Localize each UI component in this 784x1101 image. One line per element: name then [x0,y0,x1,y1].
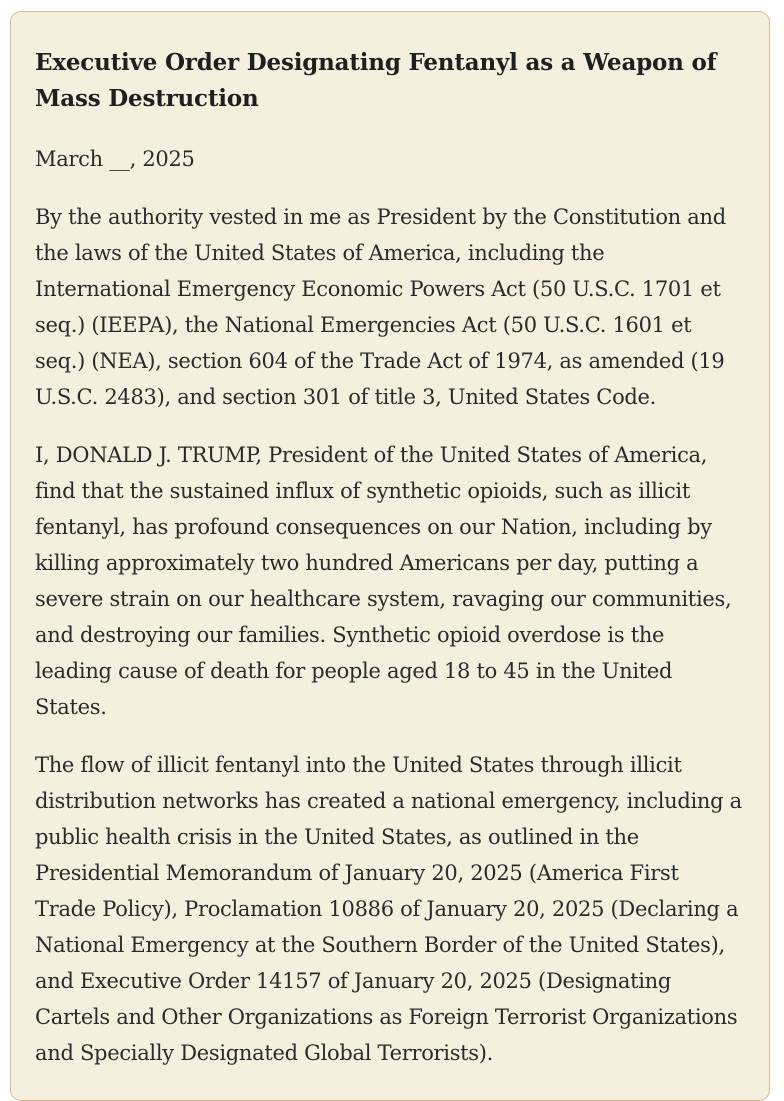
paragraph-findings: I, DONALD J. TRUMP, President of the United States of America, find that the sustained influx of synthetic opioids, such as illicit fentanyl, has profound consequences on our Nation, including by killing approximately two hundred Americans per day, putting a severe strain on our healthcare system, ravaging our communities, and destroying our families. Synthetic opioid overdose is the leading cause of death for people aged 18 to 45 in the United States. [35,443,732,719]
paragraph-national-emergency: The flow of illicit fentanyl into the United States through illicit distribution networks has created a national emergency, including a public health crisis in the United States, as outlined in the Presidential Memorandum of January 20, 2025 (America First Trade Policy), Proclamation 10886 of January 20, 2025 (Declaring a National Emergency at the Southern Border of the United States), and Executive Order 14157 of January 20, 2025 (Designating Cartels and Other Organizations as Foreign Terrorist Organizations and Specially Designated Global Terrorists). [35,753,742,1065]
document-card [10,11,770,1101]
document-date: March __, 2025 [35,147,195,171]
document-title: Executive Order Designating Fentanyl as a Weapon of Mass Destruction [35,49,717,112]
paragraph-authority: By the authority vested in me as President by the Constitution and the laws of the United States of America, including the International Emergency Economic Powers Act (50 U.S.C. 1701 et seq.) (IEEPA), the National Emergencies Act (50 U.S.C. 1601 et seq.) (NEA), section 604 of the Trade Act of 1974, as amended (19 U.S.C. 2483), and section 301 of title 3, United States Code. [35,205,726,409]
